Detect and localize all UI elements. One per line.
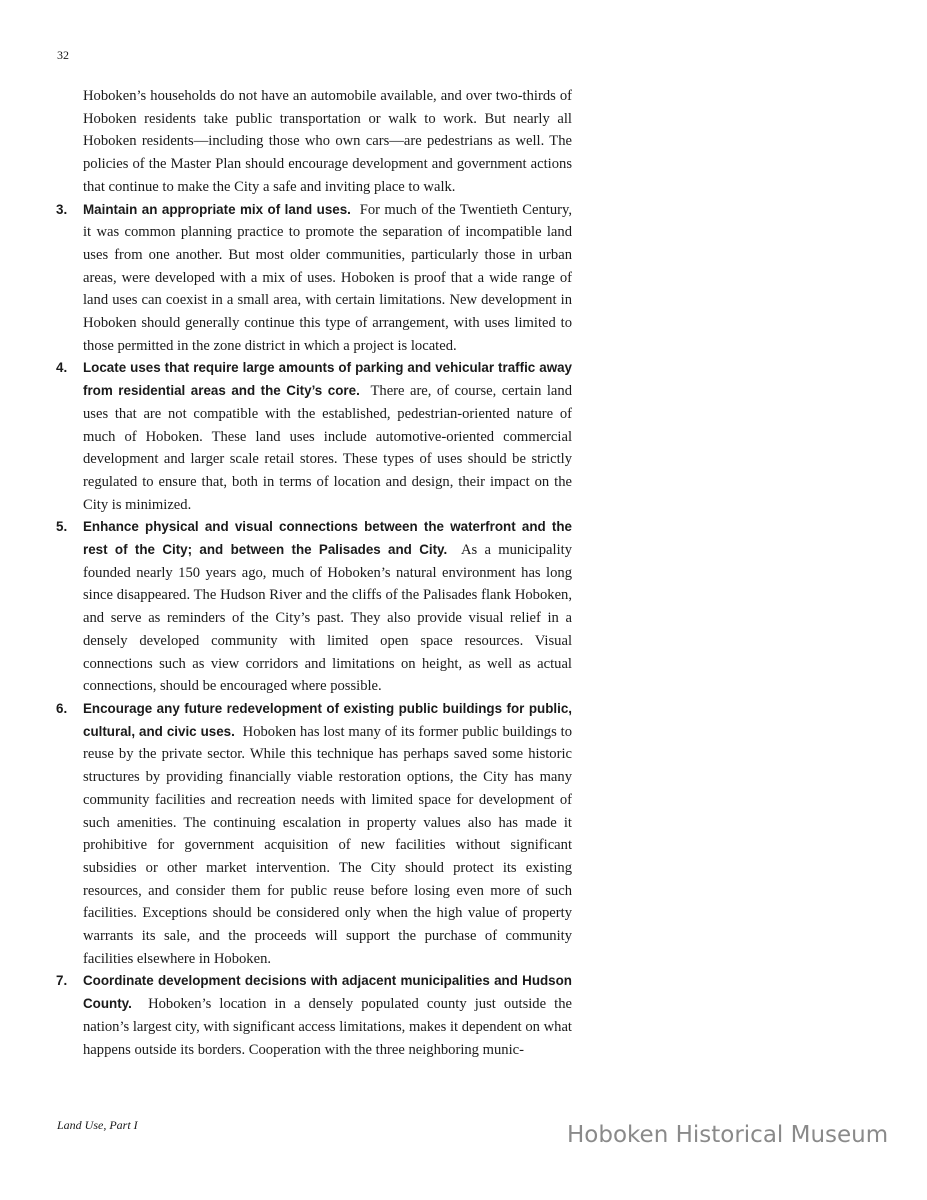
list-item <box>56 970 572 1061</box>
list-item-heading: Locate uses that require large amounts of parking and vehicular traffic away from residential areas and the City’s core. <box>83 360 572 399</box>
list-item-heading: Coordinate development decisions with adjacent municipalities and Hudson County. <box>83 973 572 1012</box>
list-item-heading: Enhance physical and visual connections between the waterfront and the rest of the City; and between the Palisades and City. <box>83 519 572 558</box>
list-item <box>56 199 572 358</box>
footer-section-title: Land Use, Part I <box>57 1118 138 1132</box>
document-body <box>56 85 572 1061</box>
list-item-number: 6. <box>56 700 68 716</box>
list-item-number: 3. <box>56 201 68 217</box>
list-item-heading: Encourage any future redevelopment of existing public buildings for public, cultural, and civic uses. <box>83 700 572 739</box>
list-item <box>56 357 572 516</box>
list-item-body: As a municipality founded nearly 150 years ago, much of Hoboken’s natural environment has long since disappeared. The Hudson River and the cliffs of the Palisades flank Hoboken, and serve as reminders of the City’s past. They also provide visual relief in a densely developed community with limited open space resources. Visual connections such as view corridors and limitations on height, as well as actual connections, should be encouraged where possible. <box>83 542 572 695</box>
list-item-number: 5. <box>56 519 68 535</box>
list-item-number: 7. <box>56 973 68 989</box>
museum-watermark: Hoboken Historical Museum <box>567 1122 889 1148</box>
list-item <box>56 698 572 970</box>
list-item-body: For much of the Twentieth Century, it was common planning practice to promote the separation of incompatible land uses from one another. But most older communities, particularly those in urban areas, were developed with a mix of uses. Hoboken is proof that a wide range of land uses can coexist in a small area, with certain limitations. New development in Hoboken should generally continue this type of arrangement, with uses limited to those permitted in the zone district in which a project is located. <box>83 201 573 354</box>
list-item-heading: Maintain an appropriate mix of land uses. <box>83 201 351 217</box>
list-item-number: 4. <box>56 360 68 376</box>
list-item-body: Hoboken has lost many of its former public buildings to reuse by the private sector. While this technique has perhaps saved some historic structures by providing financially viable restoration options, the City has many community facilities and recreation needs with limited space for development of such amenities. The continuing escalation in property values also has made it prohibitive for government acquisition of new facilities without significant subsidies or other market intervention. The City should protect its existing resources, and consider them for public reuse before losing even more of such facilities. Exceptions should be considered only when the high value of property warrants its sale, and the proceeds will support the purchase of community facilities elsewhere in Hoboken. <box>83 723 573 967</box>
intro-paragraph: Hoboken’s households do not have an automobile available, and over two-thirds of Hoboken residents take public transportation or walk to work. But nearly all Hoboken residents—including those who own cars—are pedestrians as well. The policies of the Master Plan should encourage development and government actions that continue to make the City a safe and inviting place to walk. <box>83 88 572 195</box>
list-item <box>56 516 572 698</box>
page-number: 32 <box>57 48 69 62</box>
list-item-body: Hoboken’s location in a densely populated county just outside the nation’s largest city, with significant access limitations, makes it dependent on what happens outside its borders. Cooperation with the three neighboring munic- <box>83 996 573 1058</box>
list-item-body: There are, of course, certain land uses that are not compatible with the established, pedestrian-oriented nature of much of Hoboken. These land uses include automotive-oriented commercial development and larger scale retail stores. These types of uses should be strictly regulated to ensure that, both in terms of location and design, their impact on the City is minimized. <box>83 383 572 513</box>
